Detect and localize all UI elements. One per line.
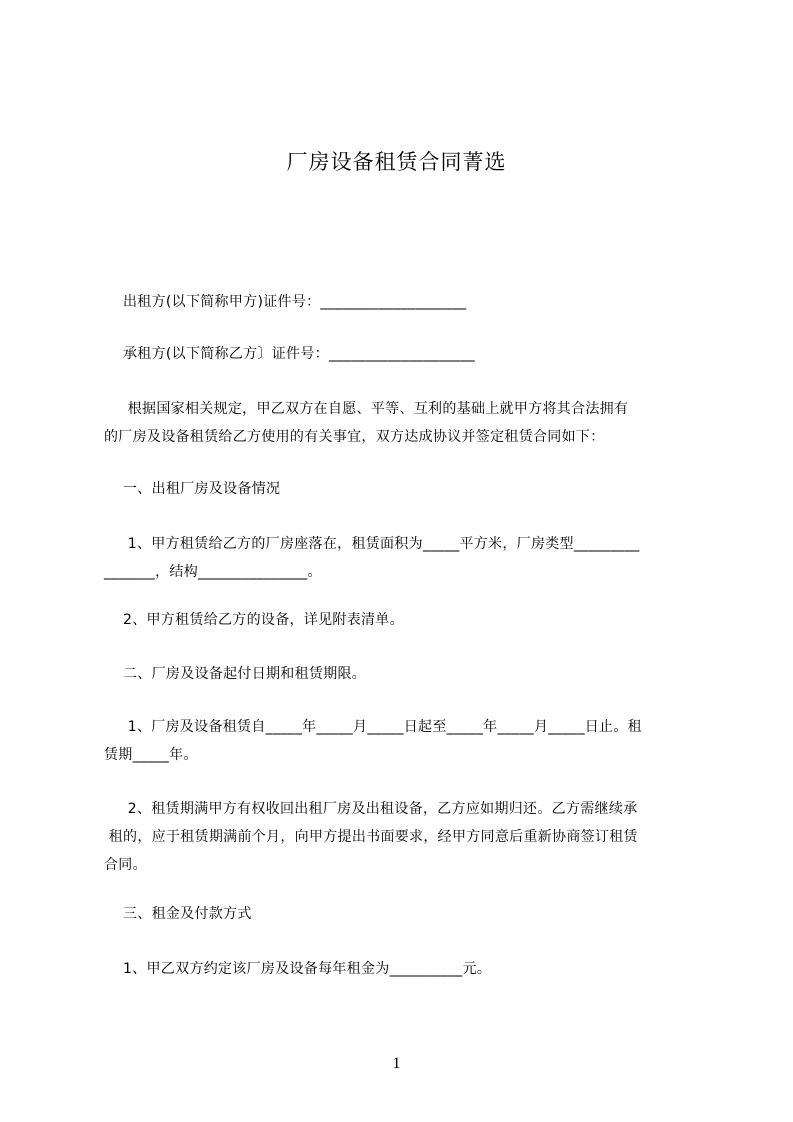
clause-3-1: 1、甲乙双方约定该厂房及设备每年租金为__________元。 <box>104 961 492 977</box>
section-2-heading: 二、厂房及设备起付日期和租赁期限。 <box>104 666 367 682</box>
section-1-heading: 一、出租厂房及设备情况 <box>104 481 281 497</box>
clause-2-2-line-3: 合同。 <box>104 857 147 873</box>
clause-1-1-line-1: 1、甲方租赁给乙方的厂房座落在，租赁面积为_____平方米，厂房类型_________ <box>104 536 640 552</box>
page-number: 1 <box>392 1055 401 1072</box>
lessor-id-line: 出租方(以下简称甲方)证件号：____________________ <box>104 294 467 310</box>
clause-2-1-line-2: 赁期_____年。 <box>104 747 198 763</box>
clause-1-2: 2、甲方租赁给乙方的设备，详见附表清单。 <box>104 612 404 628</box>
document-title: 厂房设备租赁合同菁选 <box>286 150 507 174</box>
clause-2-1-line-1: 1、厂房及设备租赁自_____年_____月_____日起至_____年_____月_____日止。租 <box>104 719 642 735</box>
section-3-heading: 三、租金及付款方式 <box>104 906 252 922</box>
clause-1-1-line-2: _______，结构_______________。 <box>104 564 322 580</box>
preamble-line-1: 根据国家相关规定，甲乙双方在自愿、平等、互利的基础上就甲方将其合法拥有 <box>104 401 629 417</box>
clause-2-2-line-1: 2、租赁期满甲方有权收回出租厂房及出租设备，乙方应如期归还。乙方需继续承 <box>104 801 638 817</box>
clause-2-2-line-2: 租的，应于租赁期满前个月，向甲方提出书面要求，经甲方同意后重新协商签订租赁 <box>104 829 638 845</box>
preamble-line-2: 的厂房及设备租赁给乙方使用的有关事宜，双方达成协议并签定租赁合同如下： <box>104 429 605 445</box>
lessee-id-line: 承租方(以下简称乙方〕证件号：____________________ <box>104 346 475 362</box>
